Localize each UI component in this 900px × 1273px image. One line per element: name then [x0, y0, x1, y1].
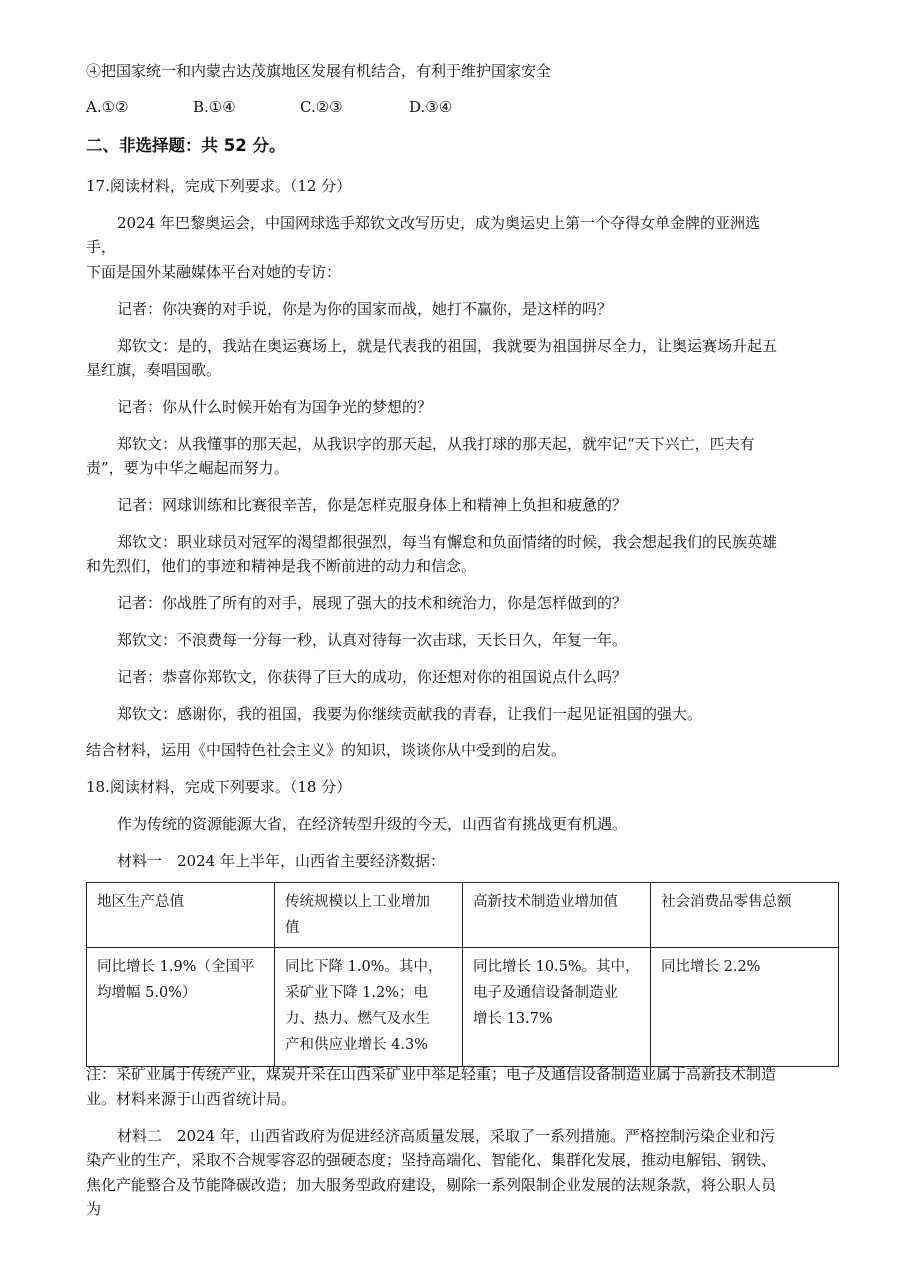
table-header-cell: 地区生产总值	[87, 883, 275, 948]
dialog-line: 星红旗，奏唱国歌。	[86, 361, 222, 379]
material-2-line: 为	[86, 1200, 102, 1218]
table-header-row	[87, 883, 839, 948]
dialog-line: 责”，要为中华之崛起而努力。	[86, 459, 289, 477]
q17-intro-line-2: 手，	[86, 238, 117, 256]
dialog-line: 郑钦文：职业球员对冠军的渴望都很强烈，每当有懈怠和负面情绪的时候，我会想起我们的民族英雄	[117, 533, 778, 551]
q17-intro-line-1: 2024 年巴黎奥运会，中国网球选手郑钦文改写历史，成为奥运史上第一个夺得女单金牌的亚洲选	[117, 214, 760, 232]
dialog-line: 记者：你战胜了所有的对手，展现了强大的技术和统治力，你是怎样做到的？	[117, 594, 628, 612]
option-a: A.①②	[86, 98, 129, 116]
q18-intro: 作为传统的资源能源大省，在经济转型升级的今天，山西省有挑战更有机遇。	[117, 815, 628, 833]
option-d: D.③④	[409, 98, 453, 116]
q17-stem: 17.阅读材料，完成下列要求。（12 分）	[86, 177, 352, 195]
option-c: C.②③	[300, 98, 343, 116]
dialog-line: 记者：网球训练和比赛很辛苦，你是怎样克服身体上和精神上负担和疲惫的？	[117, 496, 628, 514]
material-2-line: 染产业的生产，采取不合规零容忍的强硬态度；坚持高端化、智能化、集群化发展，推动电解铝、钢铁、	[86, 1151, 777, 1169]
dialog-line: 郑钦文：从我懂事的那天起，从我识字的那天起，从我打球的那天起，就牢记“天下兴亡，匹夫有	[117, 435, 755, 453]
material-2-line: 焦化产能整合及节能降碳改造；加大服务型政府建设，剔除一系列限制企业发展的法规条款，将公职人员	[86, 1176, 777, 1194]
dialog-line: 郑钦文：是的，我站在奥运赛场上，就是代表我的祖国，我就要为祖国拼尽全力，让奥运赛场升起五	[117, 337, 778, 355]
material-2-line: 材料二 2024 年，山西省政府为促进经济高质量发展，采取了一系列措施。严格控制污染企业和污	[117, 1127, 775, 1145]
table-cell: 同比下降 1.0%。其中， 采矿业下降 1.2%；电 力、热力、燃气及水生 产和供应业增长 4.3%	[275, 948, 463, 1067]
table-cell: 同比增长 1.9%（全国平 均增幅 5.0%）	[87, 948, 275, 1067]
table-note-line-1: 注：采矿业属于传统产业，煤炭开采在山西采矿业中举足轻重；电子及通信设备制造业属于高新技术制造	[86, 1065, 777, 1083]
q17-task: 结合材料，运用《中国特色社会主义》的知识，谈谈你从中受到的启发。	[86, 741, 567, 759]
table-cell: 同比增长 2.2%	[651, 948, 839, 1067]
table-note-line-2: 业。材料来源于山西省统计局。	[86, 1090, 297, 1108]
dialog-line: 和先烈们，他们的事迹和精神是我不断前进的动力和信念。	[86, 557, 477, 575]
dialog-line: 记者：你从什么时候开始有为国争光的梦想的？	[117, 398, 433, 416]
dialog-line: 郑钦文：感谢你，我的祖国，我要为你继续贡献我的青春，让我们一起见证祖国的强大。	[117, 705, 703, 723]
table-header-cell: 社会消费品零售总额	[651, 883, 839, 948]
option-b: B.①④	[193, 98, 236, 116]
table-cell: 同比增长 10.5%。其中， 电子及通信设备制造业 增长 13.7%	[463, 948, 651, 1067]
table-header-cell: 高新技术制造业增加值	[463, 883, 651, 948]
table-row	[87, 948, 839, 1067]
q17-intro-line-3: 下面是国外某融媒体平台对她的专访：	[86, 263, 342, 281]
q18-stem: 18.阅读材料，完成下列要求。（18 分）	[86, 778, 352, 796]
dialog-line: 记者：你决赛的对手说，你是为你的国家而战，她打不赢你，是这样的吗？	[117, 300, 613, 318]
table-header-cell: 传统规模以上工业增加 值	[275, 883, 463, 948]
economic-data-table	[86, 882, 839, 1067]
dialog-line: 记者：恭喜你郑钦文，你获得了巨大的成功，你还想对你的祖国说点什么吗？	[117, 668, 628, 686]
section-heading: 二、非选择题：共 52 分。	[86, 136, 286, 155]
statement-4: ④把国家统一和内蒙古达茂旗地区发展有机结合，有利于维护国家安全	[86, 62, 552, 80]
dialog-line: 郑钦文：不浪费每一分每一秒，认真对待每一次击球，天长日久，年复一年。	[117, 631, 628, 649]
material-1-title: 材料一 2024 年上半年，山西省主要经济数据：	[117, 852, 445, 870]
